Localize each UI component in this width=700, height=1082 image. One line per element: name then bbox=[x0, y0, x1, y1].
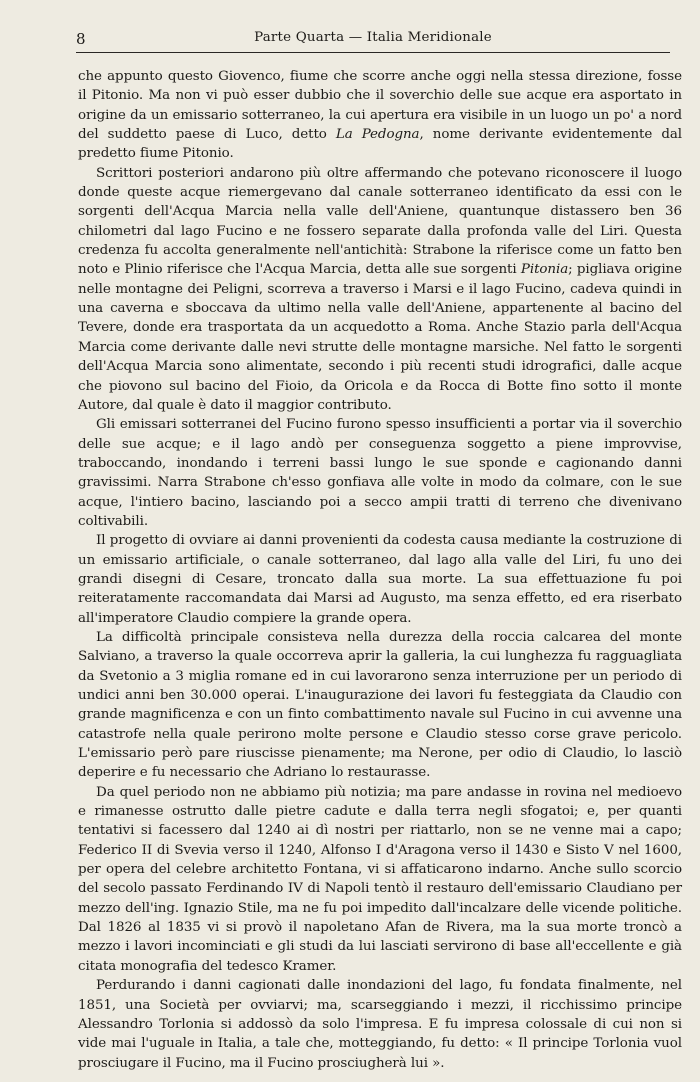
page-number: 8 bbox=[76, 30, 86, 48]
paragraph-2-text-b: ; pigliava origine nelle montagne dei Peligni, scorreva a traverso i Marsi e il lago Fucino, cadeva quindi in una caverna e sboccava da ultimo nella valle dell'Aniene, appartenente al bacino del Tevere, donde era trasportata da un acquedotto a Roma. Anche Stazio parla dell'Acqua Marcia come derivante dalle nevi strutte delle montagne marsiche. Nel fatto le sorgenti dell'Acqua Marcia sono alimentate, secondo i più recenti studi idrografici, dalle acque che piovono sul bacino del Fioio, da Oricola e da Rocca di Botte fino sotto il monte Autore, dal quale è dato il maggior contributo. bbox=[78, 262, 682, 413]
paragraph-5-text: La difficoltà principale consisteva nella durezza della roccia calcarea del monte Salviano, a traverso la quale occorreva aprir la galleria, la cui lunghezza fu ragguagliata da Svetonio a 3 miglia romane ed in cui lavorarono senza interruzione per un periodo di undici anni ben 30.000 operai. L'inaugurazione dei lavori fu festeggiata da Claudio con grande magnificenza e con un finto combattimento navale sul Fucino in cui avvenne una catastrofe nella quale perirono molte persone e Claudio stesso corse grave pericolo. L'emissario però pare riuscisse pienamente; ma Nerone, per odio di Claudio, lo lasciò deperire e fu necessario che Adriano lo restaurasse. bbox=[78, 629, 682, 781]
paragraph-3 bbox=[78, 415, 682, 531]
paragraph-7-text: Perdurando i danni cagionati dalle inondazioni del lago, fu fondata finalmente, nel 1851, una Società per ovviarvi; ma, scarseggiando i mezzi, il ricchissimo principe Alessandro Torlonia si addossò da solo l'impresa. E fu impresa colossale di cui non si vide mai l'uguale in Italia, a tale che, motteggiando, fu detto: « Il principe Torlonia vuol prosciugare il Fucino, ma il Fucino prosciugherà lui ». bbox=[78, 978, 682, 1071]
paragraph-7 bbox=[78, 976, 682, 1073]
paragraph-3-text: Gli emissari sotterranei del Fucino furono spesso insufficienti a portar via il soverchio delle sue acque; e il lago andò per conseguenza soggetto a piene improvvise, traboccando, inondando i terreni bassi lungo le sue sponde e cagionando danni gravissimi. Narra Strabone ch'esso gonfiava alle volte in modo da colmare, con le sue acque, l'intiero bacino, lasciando poi a secco ampii tratti di terreno che divenivano coltivabili. bbox=[78, 417, 682, 529]
paragraph-1-text-b: , nome derivante evidentemente dal predetto fiume Pitonio. bbox=[78, 127, 682, 162]
running-header bbox=[76, 30, 670, 53]
paragraph-6 bbox=[78, 783, 682, 976]
paragraph-4 bbox=[78, 531, 682, 628]
term-pitonia: Pitonia bbox=[520, 262, 569, 278]
paragraph-6-text: Da quel periodo non ne abbiamo più notizia; ma pare andasse in rovina nel medioevo e rimanesse ostrutto dalle pietre cadute e dalla terra negli sfogatoi; e, per quanti tentativi si facessero dal 1240 ai dì nostri per riattarlo, non se ne venne mai a capo; Federico II di Svevia verso il 1240, Alfonso I d'Aragona verso il 1430 e Sisto V nel 1600, per opera del celebre architetto Fontana, vi si affaticarono indarno. Anche sullo scorcio del secolo passato Ferdinando IV di Napoli tentò il restauro dell'emissario Claudiano per mezzo dell'ing. Ignazio Stile, ma ne fu poi impedito dall'incalzare delle vicende politiche. Dal 1826 al 1835 vi si provò il napoletano Afan de Rivera, ma la sua morte troncò a mezzo i lavori incominciati e gli studi da lui lasciati servirono di base all'eccellente e già citata monografia del tedesco Kramer. bbox=[78, 784, 682, 974]
paragraph-4-text: Il progetto di ovviare ai danni provenienti da codesta causa mediante la costruzione di un emissario artificiale, o canale sotterraneo, dal lago alla valle del Liri, fu uno dei grandi disegni di Cesare, troncato dalla sua morte. La sua effettuazione fu poi reiteratamente raccomandata dai Marsi ad Augusto, ma senza effetto, ed era riserbato all'imperatore Claudio compiere la grande opera. bbox=[78, 533, 682, 626]
section-title: Parte Quarta — Italia Meridionale bbox=[254, 30, 492, 45]
body-text bbox=[78, 67, 682, 1073]
paragraph-1-text-a: che appunto questo Giovenco, fiume che scorre anche oggi nella stessa direzione, fosse il Pitonio. Ma non vi può esser dubbio che il soverchio delle sue acque era asportato in origine da un emissario sotterraneo, la cui apertura era visibile in un luogo un po' a nord del suddetto paese di Luco, detto bbox=[78, 69, 682, 143]
paragraph-2-text-a: Scrittori posteriori andarono più oltre affermando che potevano riconoscere il luogo donde queste acque riemergevano dal canale sotterraneo identificato da essi con le sorgenti dell'Acqua Marcia nella valle dell'Aniene, quantunque distassero ben 36 chilometri dal lago Fucino e ne fossero separate dalla profonda valle del Liri. Questa credenza fu accolta generalmente nell'antichità: Strabone la riferisce come un fatto ben noto e Plinio riferisce che l'Acqua Marcia, detta alle sue sorgenti bbox=[78, 165, 682, 278]
paragraph-2 bbox=[78, 164, 682, 415]
paragraph-1 bbox=[78, 67, 682, 164]
place-name-la-pedogna: La Pedogna bbox=[335, 127, 420, 143]
paragraph-5 bbox=[78, 628, 682, 783]
